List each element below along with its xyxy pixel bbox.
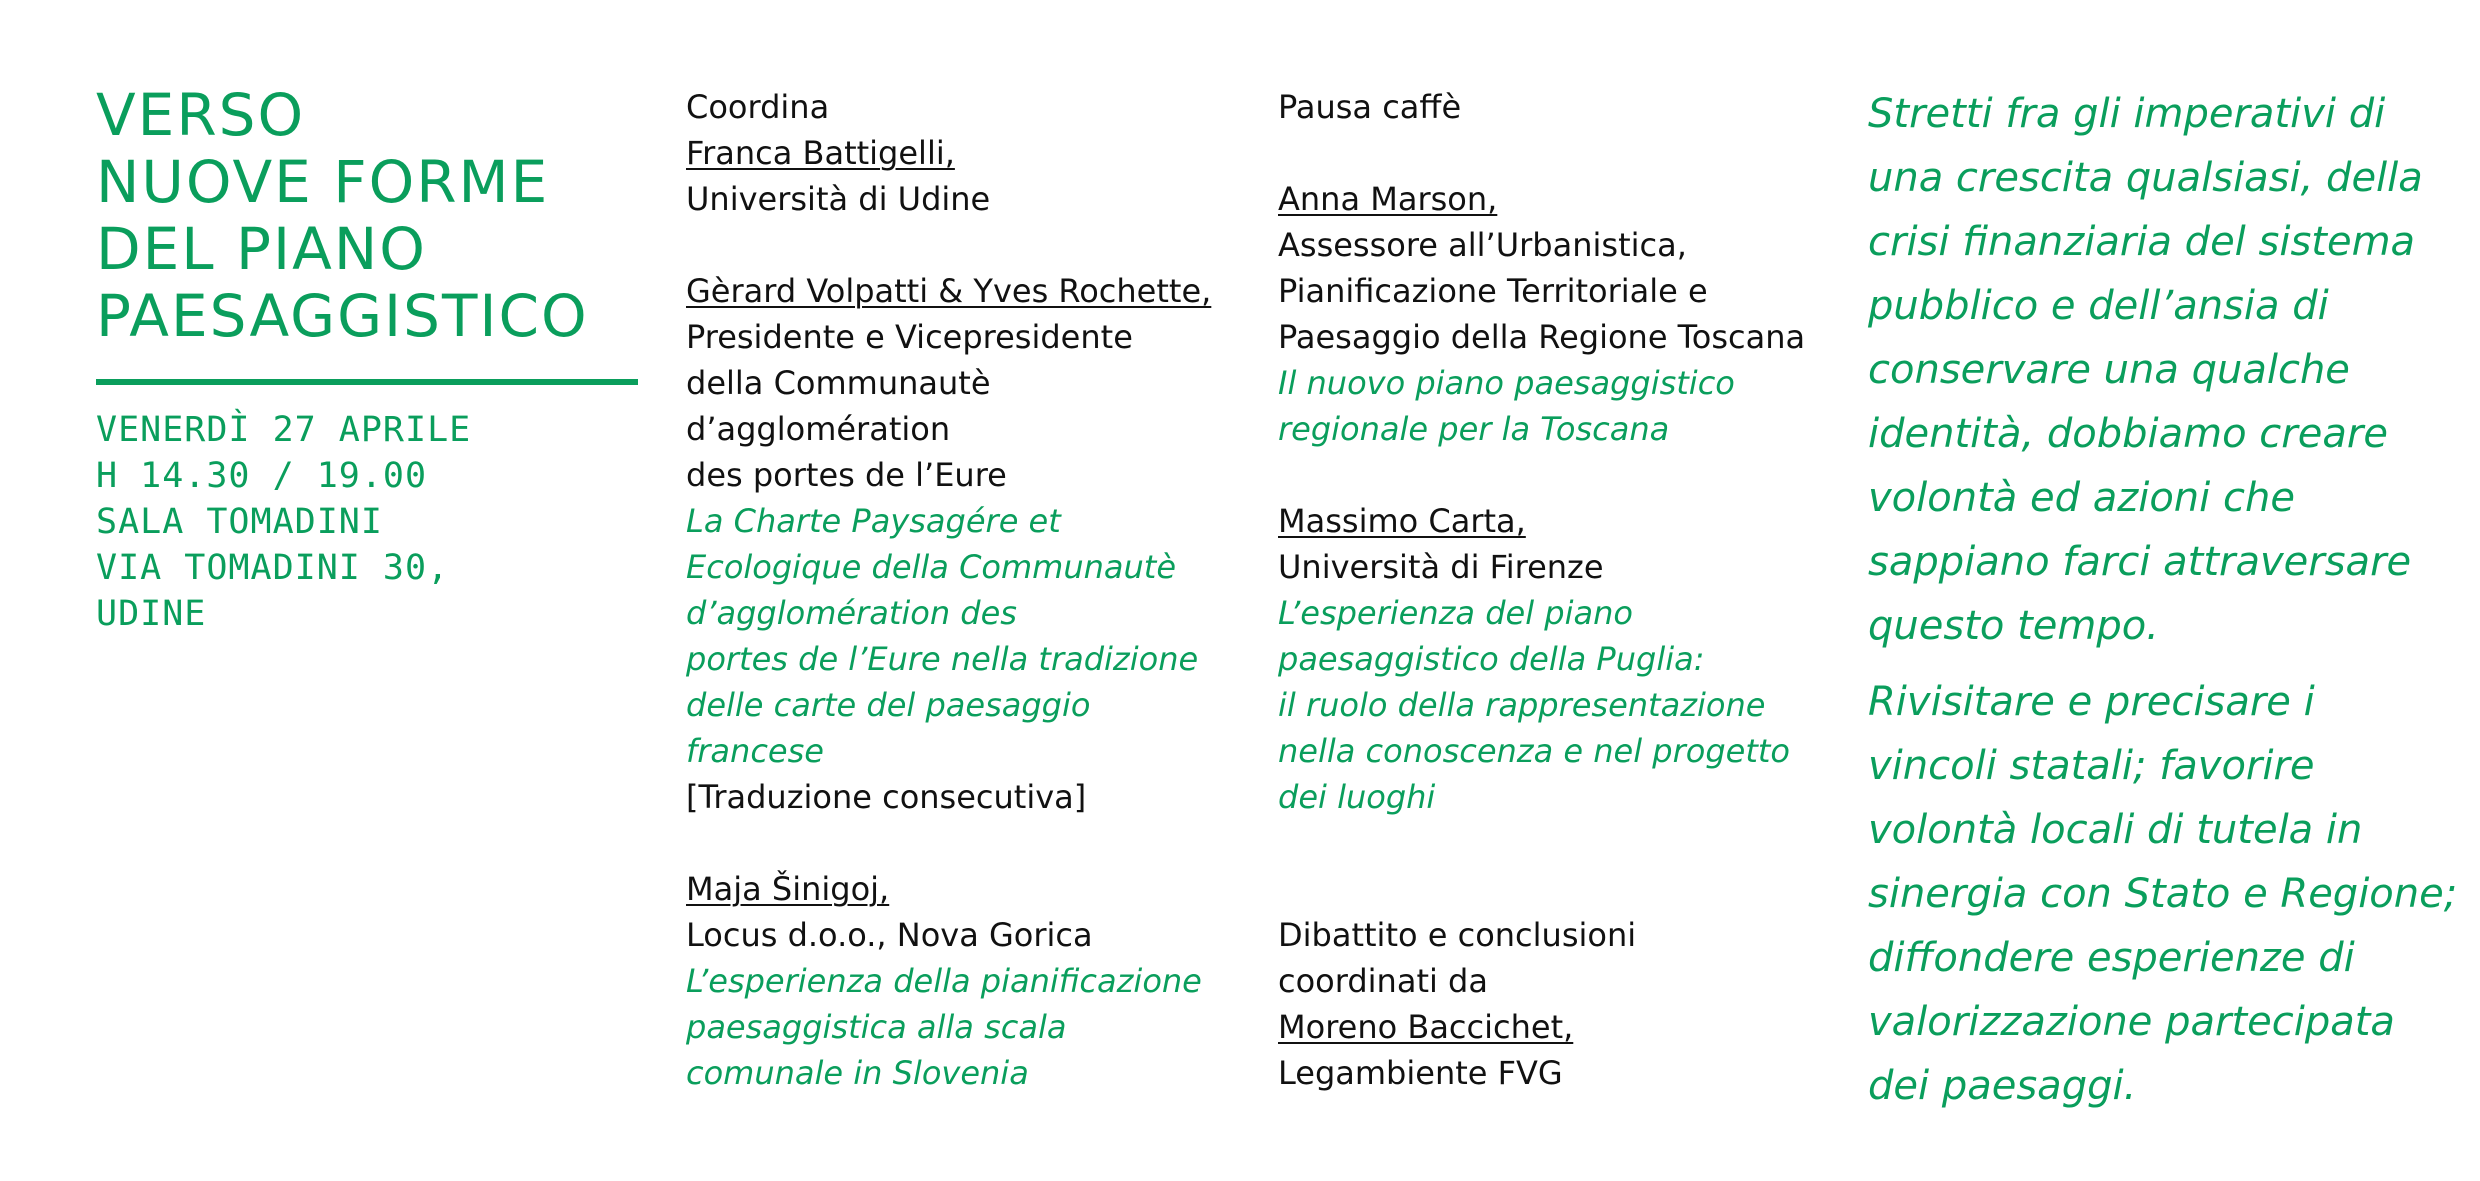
coordina-label: Coordina — [686, 88, 830, 126]
speaker-affiliation: Università di Firenze — [1278, 548, 1604, 586]
talk-title: paesaggistico della Puglia: — [1278, 640, 1705, 678]
speaker-affiliation: della Communautè — [686, 364, 991, 402]
speaker-name: Gèrard Volpatti & Yves Rochette, — [686, 272, 1212, 310]
program-column-1 — [686, 84, 1256, 1096]
title-line: VERSO — [96, 81, 306, 149]
speaker-affiliation: Paesaggio della Regione Toscana — [1278, 318, 1806, 356]
statement-line: volontà locali di tutela in — [1868, 807, 2363, 853]
statement-paragraph — [1868, 82, 2458, 658]
event-city: UDINE — [96, 594, 207, 634]
debate-label: Dibattito e conclusioni — [1278, 916, 1637, 954]
talk-title: paesaggistica alla scala — [686, 1008, 1067, 1046]
event-time: H 14.30 / 19.00 — [96, 456, 428, 496]
coordinator-name: Franca Battigelli, — [686, 134, 955, 172]
talk-title: portes de l’Eure nella tradizione — [686, 640, 1199, 678]
talk-title: L’esperienza del piano — [1278, 594, 1633, 632]
talk-title: comunale in Slovenia — [686, 1054, 1029, 1092]
talk-title: nella conoscenza e nel progetto — [1278, 732, 1790, 770]
translation-note: [Traduzione consecutiva] — [686, 778, 1087, 816]
statement-line: volontà ed azioni che — [1868, 475, 2295, 521]
statement-line: valorizzazione partecipata — [1868, 999, 2395, 1045]
statement-line: diffondere esperienze di — [1868, 935, 2355, 981]
statement — [1868, 82, 2458, 1118]
event-date: VENERDÌ 27 APRILE — [96, 410, 472, 450]
title-line: PAESAGGISTICO — [96, 282, 589, 350]
talk-title: francese — [686, 732, 824, 770]
statement-line: una crescita qualsiasi, della — [1868, 155, 2423, 201]
program-column-2 — [1278, 84, 1838, 1096]
statement-line: vincoli statali; favorire — [1868, 743, 2315, 789]
speaker-affiliation: Pianificazione Territoriale e — [1278, 272, 1708, 310]
talk-title: d’agglomération des — [686, 594, 1017, 632]
speaker-name: Massimo Carta, — [1278, 502, 1526, 540]
speaker-affiliation: Locus d.o.o., Nova Gorica — [686, 916, 1093, 954]
page-title — [96, 82, 656, 350]
speaker-affiliation: Assessore all’Urbanistica, — [1278, 226, 1687, 264]
speaker-affiliation: Presidente e Vicepresidente — [686, 318, 1133, 356]
event-venue: SALA TOMADINI — [96, 502, 383, 542]
statement-line: identità, dobbiamo creare — [1868, 411, 2388, 457]
statement-line: sinergia con Stato e Regione; — [1868, 871, 2458, 917]
title-line: DEL PIANO — [96, 215, 427, 283]
speaker-name: Maja Šinigoj, — [686, 870, 890, 908]
speaker-affiliation: des portes de l’Eure — [686, 456, 1007, 494]
talk-title: delle carte del paesaggio — [686, 686, 1091, 724]
talk-title: Ecologique della Communautè — [686, 548, 1177, 586]
title-divider — [96, 379, 638, 385]
event-info — [96, 407, 656, 637]
talk-title: Il nuovo piano paesaggistico — [1278, 364, 1735, 402]
statement-paragraph — [1868, 670, 2458, 1118]
statement-line: sappiano farci attraversare — [1868, 539, 2412, 585]
break-label: Pausa caffè — [1278, 88, 1462, 126]
coordinator-affiliation: Università di Udine — [686, 180, 991, 218]
statement-line: dei paesaggi. — [1868, 1063, 2137, 1109]
statement-line: Stretti fra gli imperativi di — [1868, 91, 2386, 137]
talk-title: il ruolo della rappresentazione — [1278, 686, 1766, 724]
title-line: NUOVE FORME — [96, 148, 550, 216]
talk-title: regionale per la Toscana — [1278, 410, 1670, 448]
statement-line: conservare una qualche — [1868, 347, 2350, 393]
speaker-name: Anna Marson, — [1278, 180, 1498, 218]
speaker-affiliation: Legambiente FVG — [1278, 1054, 1563, 1092]
debate-label: coordinati da — [1278, 962, 1488, 1000]
speaker-affiliation: d’agglomération — [686, 410, 951, 448]
statement-line: crisi finanziaria del sistema — [1868, 219, 2416, 265]
statement-line: questo tempo. — [1868, 603, 2159, 649]
talk-title: La Charte Paysagére et — [686, 502, 1061, 540]
speaker-name: Moreno Baccichet, — [1278, 1008, 1574, 1046]
talk-title: dei luoghi — [1278, 778, 1436, 816]
statement-line: Rivisitare e precisare i — [1868, 679, 2315, 725]
statement-line: pubblico e dell’ansia di — [1868, 283, 2329, 329]
talk-title: L’esperienza della pianificazione — [686, 962, 1202, 1000]
event-address: VIA TOMADINI 30, — [96, 548, 450, 588]
